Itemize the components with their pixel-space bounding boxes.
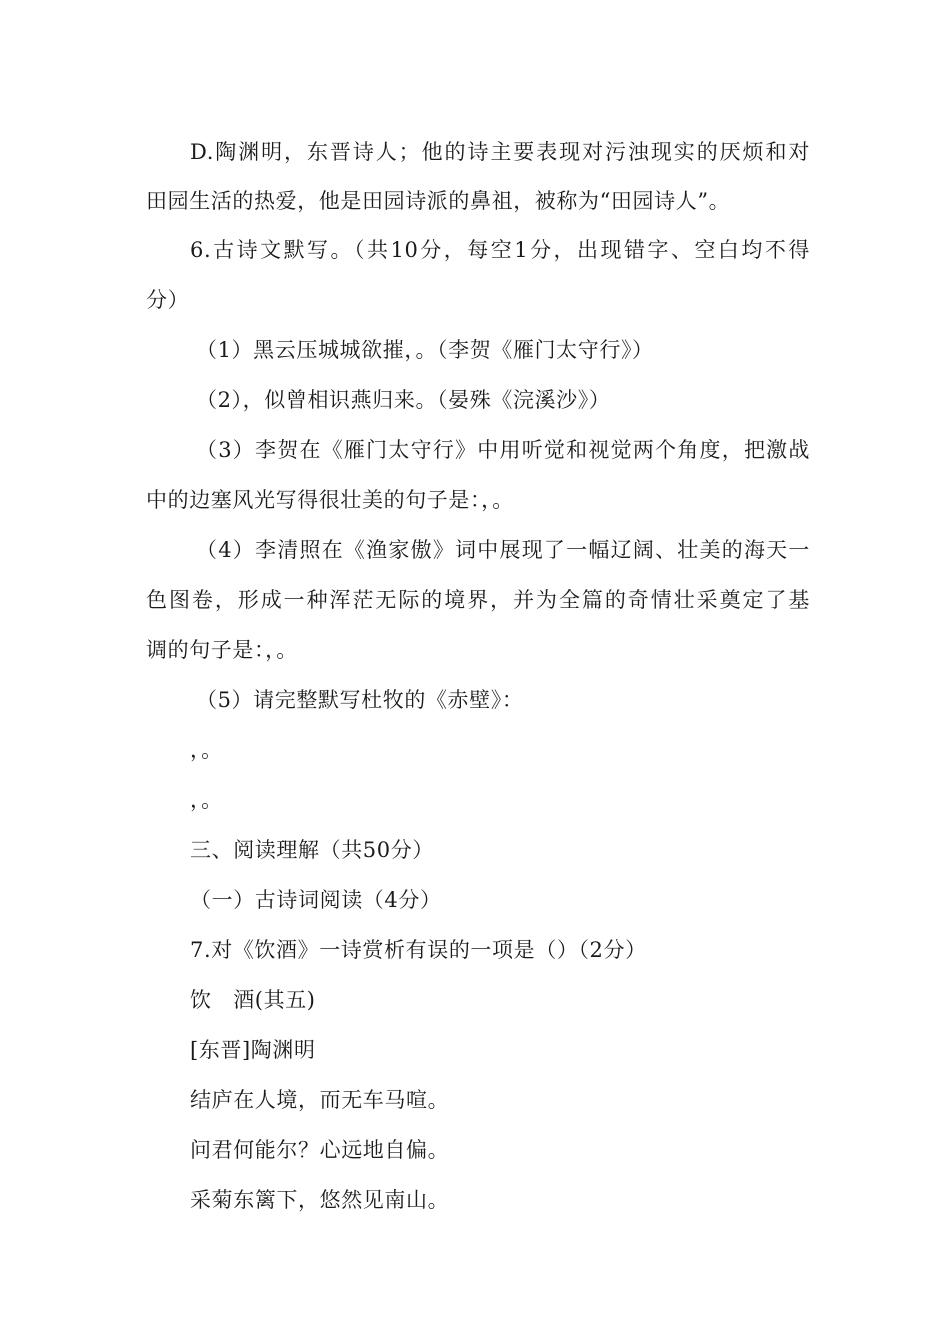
text-line: （4）李清照在《渔家傲》词中展现了一幅辽阔、壮美的海天一 — [196, 538, 810, 562]
text-line: D.陶渊明，东晋诗人；他的诗主要表现对污浊现实的厌烦和对 — [190, 140, 810, 164]
text-line: （3）李贺在《雁门太守行》中用听觉和视觉两个角度，把激战 — [196, 438, 810, 462]
question-text: 7.对《饮酒》一诗赏析有误的一项是（）（2分） — [190, 938, 647, 962]
text-line: （2），似曾相识燕归来。（晏殊《浣溪沙》） — [196, 388, 611, 412]
text-line: 色图卷，形成一种浑茫无际的境界，并为全篇的奇情壮采奠定了基 — [146, 588, 810, 612]
text-line: （5）请完整默写杜牧的《赤壁》： — [196, 688, 524, 712]
poem-author: [东晋]陶渊明 — [190, 1038, 316, 1062]
poem-line: 问君何能尔？心远地自偏。 — [190, 1138, 450, 1162]
text-line: ，。 — [190, 738, 223, 762]
poem-title: 饮 酒(其五) — [190, 988, 316, 1012]
text-line: （1）黑云压城城欲摧，。（李贺《雁门太守行》） — [196, 338, 654, 362]
section-heading: 三、阅读理解（共50分） — [190, 838, 434, 862]
text-line: 田园生活的热爱，他是田园诗派的鼻祖，被称为“田园诗人”。 — [146, 189, 731, 213]
text-line: ，。 — [190, 788, 223, 812]
text-line: 调的句子是：，。 — [146, 638, 298, 662]
text-line: 分） — [146, 288, 190, 312]
poem-line: 采菊东篱下，悠然见南山。 — [190, 1188, 450, 1212]
text-line: 6.古诗文默写。（共10分，每空1分，出现错字、空白均不得 — [190, 238, 810, 262]
subsection-heading: （一）古诗词阅读（4分） — [190, 888, 442, 912]
text-line: 中的边塞风光写得很壮美的句子是：，。 — [146, 488, 514, 512]
poem-line: 结庐在人境，而无车马喧。 — [190, 1088, 450, 1112]
